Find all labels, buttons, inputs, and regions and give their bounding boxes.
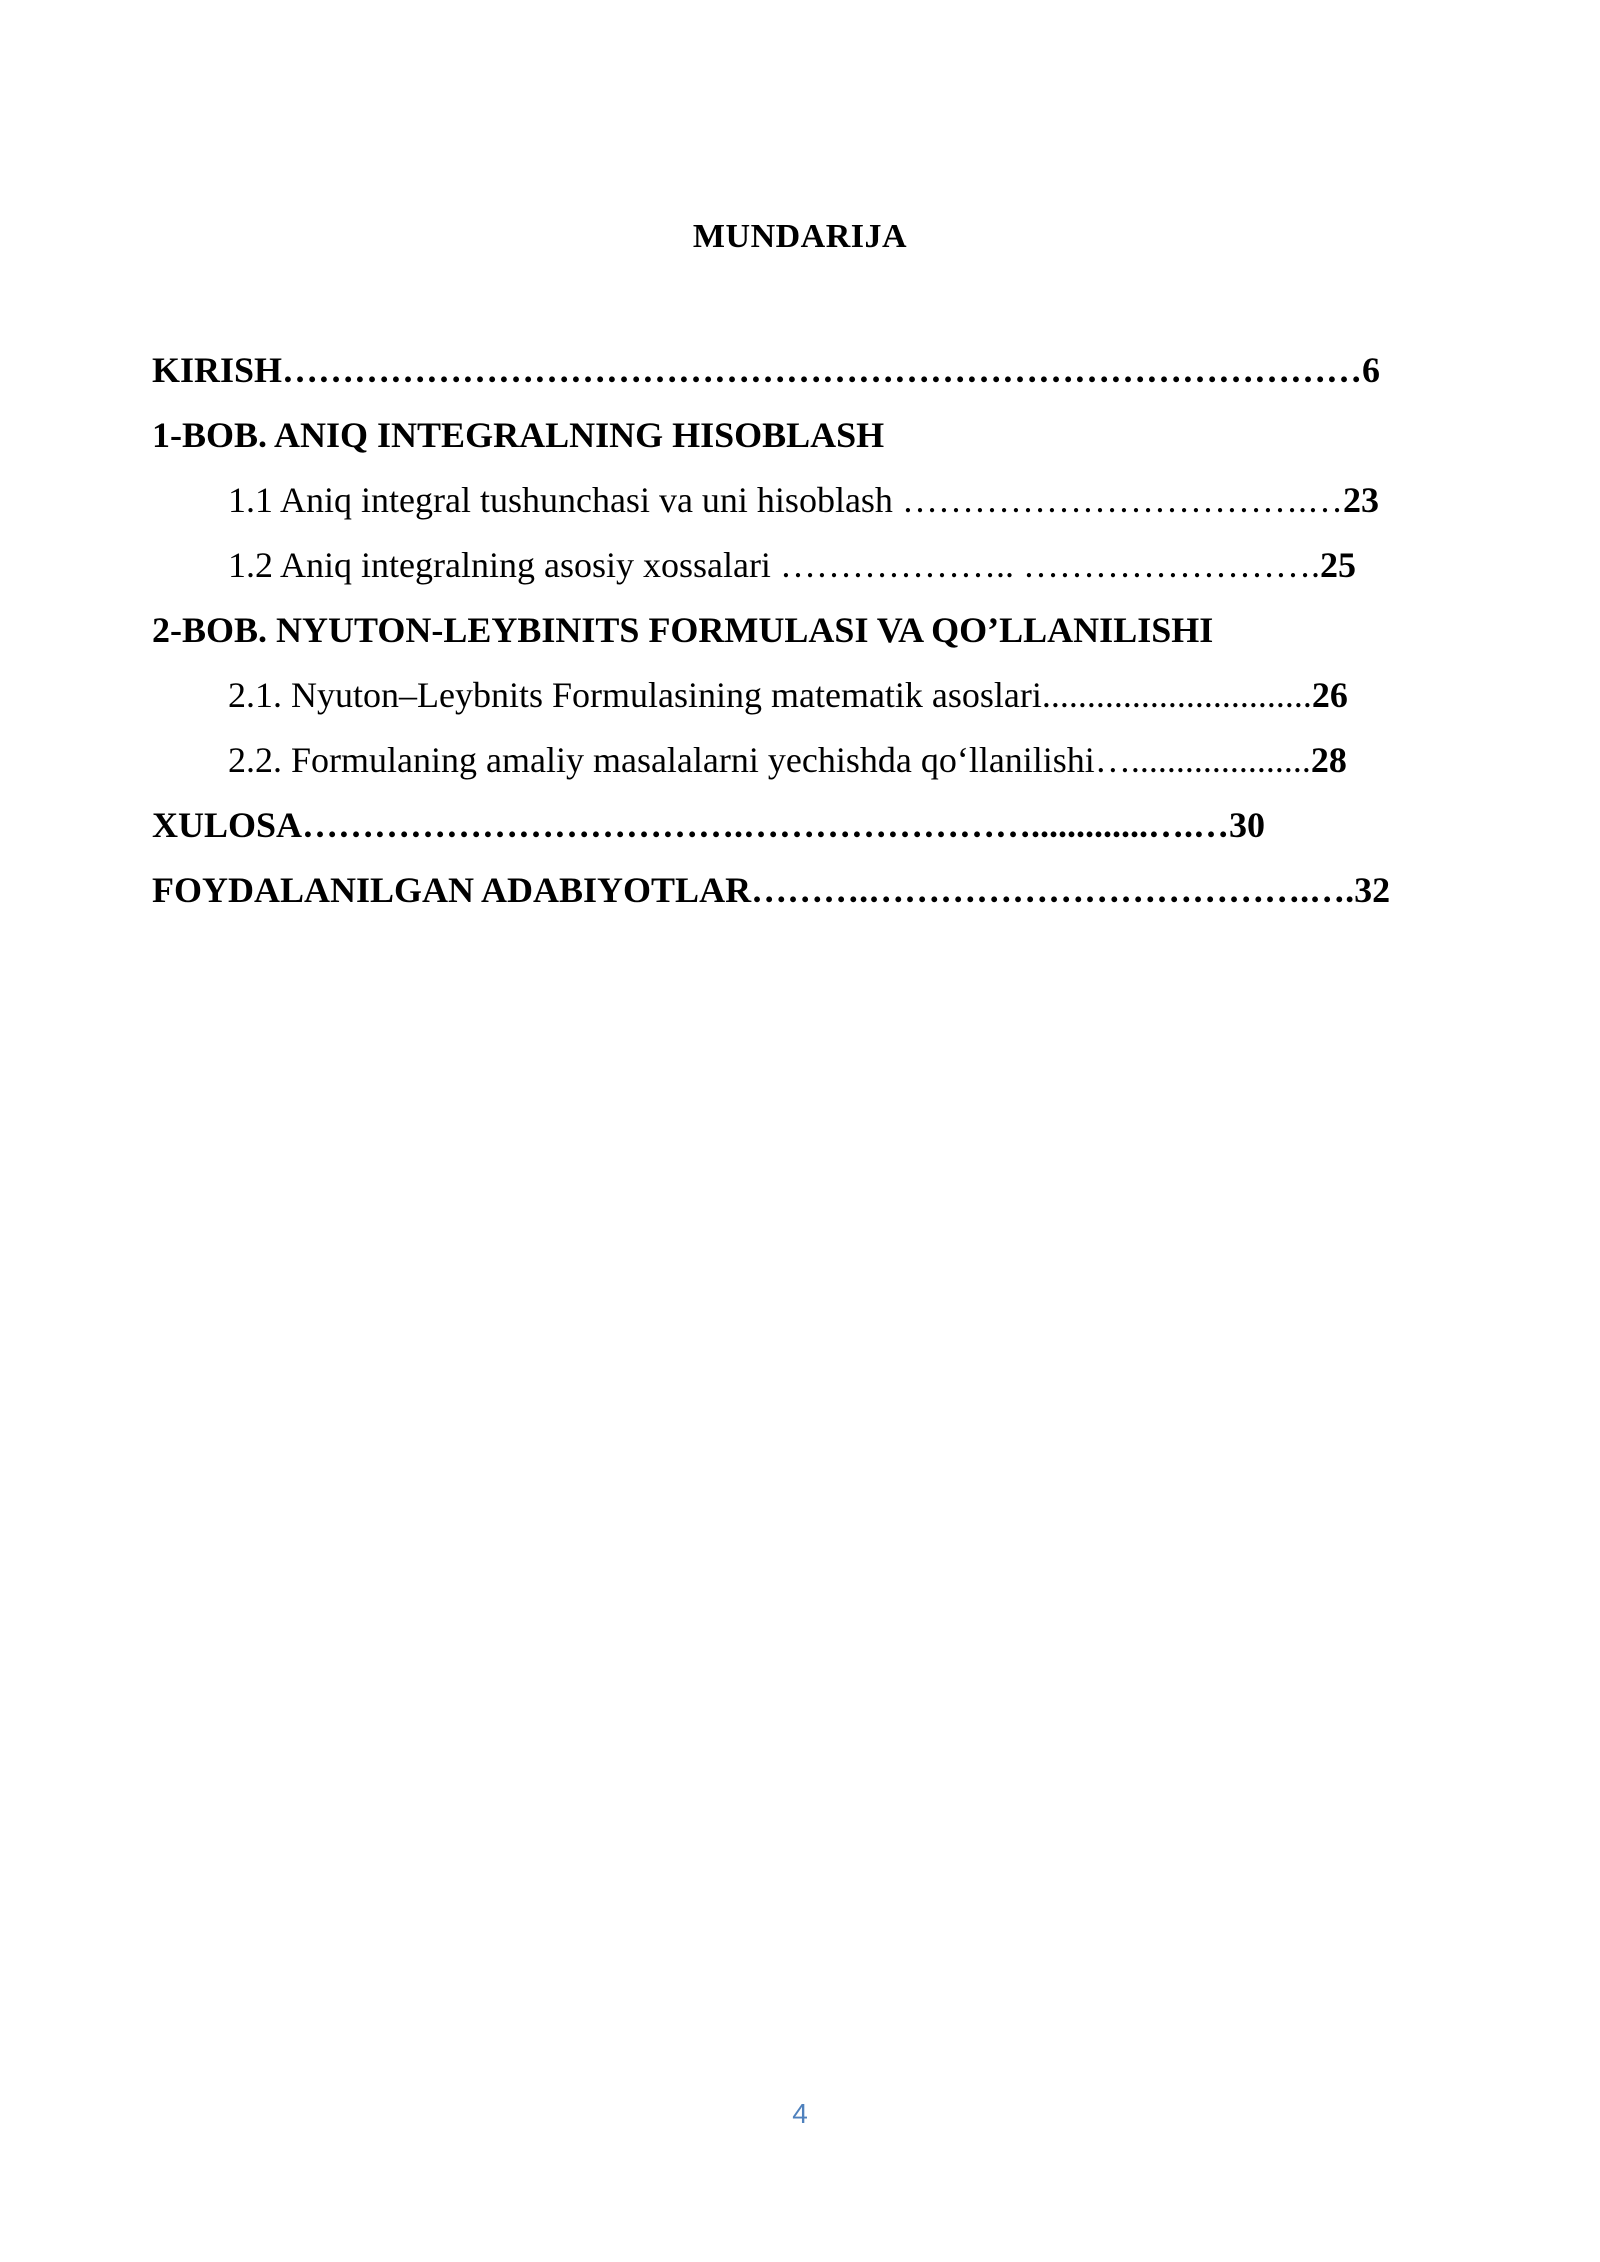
toc-dot-leader: …………………………….… [901,480,1343,520]
toc-page-number: 23 [1342,480,1379,520]
toc-entry-section-2-2[interactable] [152,735,1412,800]
toc-entry-chapter-1[interactable] [152,410,1412,475]
toc-dot-leader: ……………………………….…………………….............….… [302,805,1230,845]
toc-entry-label: 1.1 Aniq integral tushunchasi va uni hisoblash [228,480,902,520]
page-number: 4 [792,2098,808,2129]
toc-page-number: 6 [1362,350,1381,390]
toc-entry-section-1-2[interactable] [152,540,1412,605]
toc-dot-leader: ……….……………………………….…. [751,870,1355,910]
toc-entry-label: 2.2. Formulaning amaliy masalalarni yechishda qo‘llanilishi [228,740,1095,780]
toc-entry-label: XULOSA [152,805,303,845]
table-of-contents [152,345,1412,930]
toc-page-number: 28 [1310,740,1347,780]
toc-entry-section-2-1[interactable] [152,670,1412,735]
toc-dot-leader: .............................. [1041,675,1312,715]
toc-entry-chapter-2[interactable] [152,605,1412,670]
toc-entry-label: 1.2 Aniq integralning asosiy xossalari [228,545,780,585]
toc-entry-bibliography[interactable] [152,865,1412,930]
toc-entry-label: 2.1. Nyuton–Leybnits Formulasining matematik asoslari [228,675,1042,715]
toc-entry-xulosa[interactable] [152,800,1412,865]
toc-entry-label: KIRISH [152,350,283,390]
toc-page-number: 25 [1319,545,1356,585]
toc-entry-kirish[interactable] [152,345,1412,410]
toc-dot-leader: ….................... [1094,740,1311,780]
toc-page-number: 30 [1229,805,1266,845]
page-title: MUNDARIJA [692,218,908,255]
toc-page-number: 32 [1354,870,1391,910]
toc-entry-label: 1-BOB. ANIQ INTEGRALNING HISOBLASH [152,415,885,455]
toc-page-number: 26 [1311,675,1348,715]
toc-dot-leader: ……………….. ……………………. [779,545,1320,585]
toc-entry-label: FOYDALANILGAN ADABIYOTLAR [152,870,752,910]
toc-entry-label: 2-BOB. NYUTON-LEYBINITS FORMULASI VA QO’LLANILISHI [152,610,1214,650]
toc-dot-leader: ……………………………………………………………………………… [282,350,1363,390]
toc-entry-section-1-1[interactable] [152,475,1412,540]
